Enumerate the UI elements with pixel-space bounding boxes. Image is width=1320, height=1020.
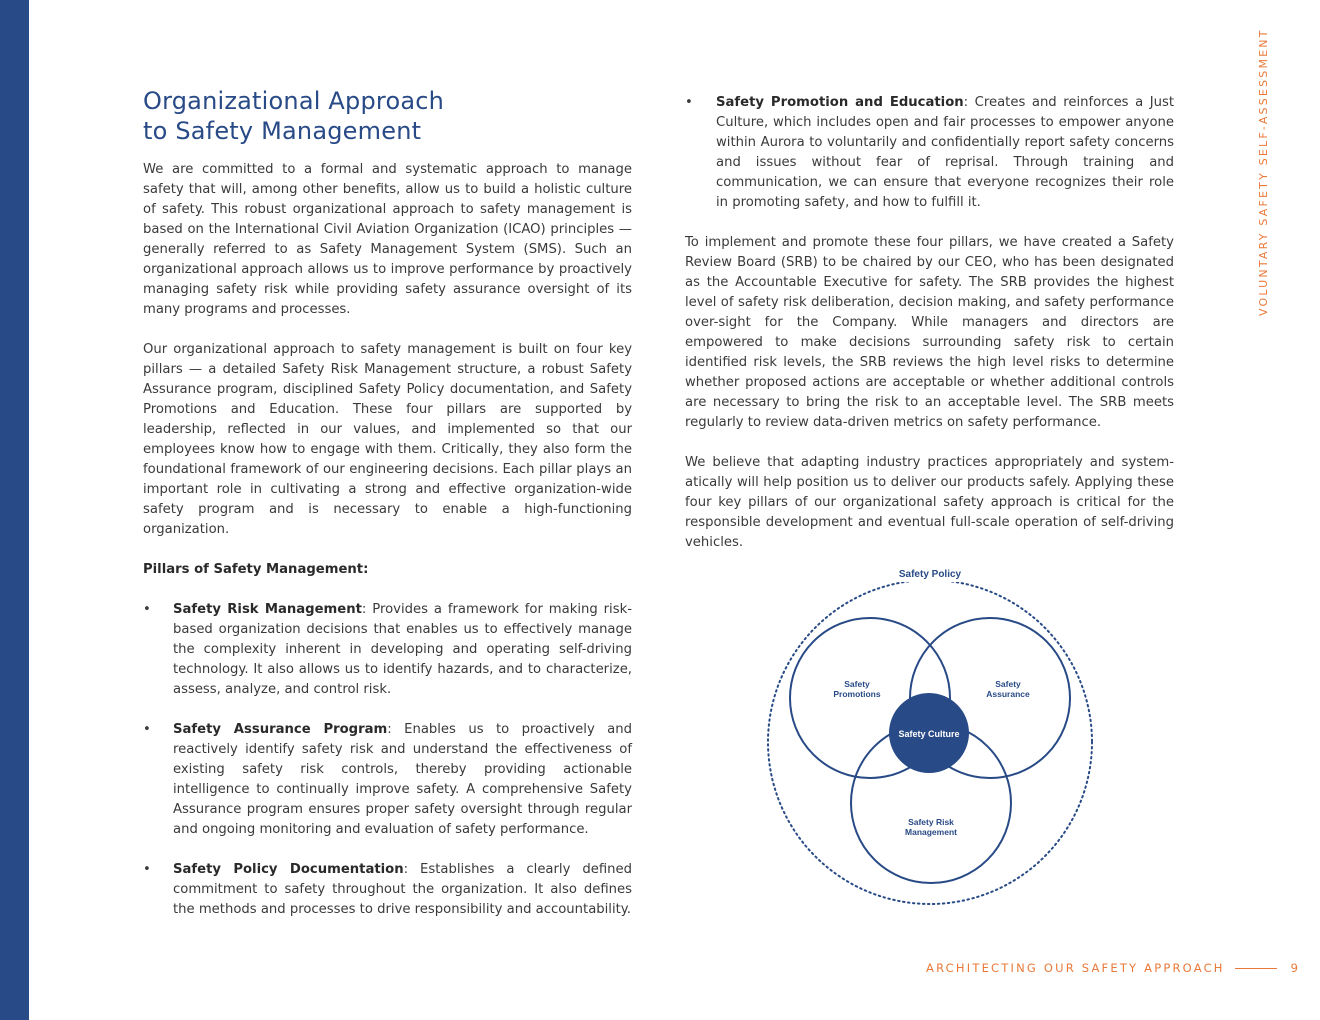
pillars-list	[143, 600, 632, 920]
pillar-description: : Provides a framework for making risk-based organization decisions that enables us to effectively manage the complexity inherent in developing and operating self-driving technology. It also allows us to identify hazards, and to characterize, assess, analyze, and control risk.	[173, 602, 632, 697]
title-line-1: Organizational Approach	[143, 87, 445, 115]
vertical-section-label: VOLUNTARY SAFETY SELF-ASSESSMENT	[1257, 28, 1270, 316]
pillar-description: : Establishes a clearly defined commitment to safety throughout the organization. It also defines the methods and processes to drive responsibility and accountability.	[173, 862, 632, 917]
pillars-list-continued	[685, 93, 1174, 213]
bullet: •	[143, 602, 151, 617]
intro-paragraph: We are committed to a formal and systematic approach to manage safety that will, among other benefits, allow us to build a holistic culture of safety. This robust organizational approach to safety management is based on the International Civil Aviation Organization (ICAO) principles — generally referred to as Safety Management System (SMS). Such an organizational approach allows us to improve performance by proactively managing safety risk while providing safety assurance oversight of its many programs and processes.	[143, 162, 632, 317]
pillar-item-risk-management	[143, 600, 632, 700]
page-number: 9	[1290, 961, 1301, 975]
page-title	[143, 86, 632, 146]
promotions-label-line-2: Promotions	[833, 689, 881, 699]
risk-label-line-2: Management	[905, 827, 957, 837]
safety-policy-label: Safety Policy	[898, 569, 962, 580]
safety-pillars-diagram	[760, 560, 1100, 905]
bullet: •	[143, 862, 151, 877]
title-line-2: to Safety Management	[143, 117, 422, 145]
pillars-paragraph: Our organizational approach to safety management is built on four key pillars — a detailed Safety Risk Management structure, a robust Safety Assurance program, disciplined Safety Policy documentation, and Safety Promotions and Education. These four pillars are supported by leadership, reflected in our values, and implemented so that our employees know how to engage with them. Critically, they also form the foundational framework of our engineering decisions. Each pillar plays an important role in cultivating a strong and effective organization-wide safety program and is necessary to enable a high-functioning organization.	[143, 342, 632, 537]
risk-label-line-1: Safety Risk	[908, 817, 954, 827]
footer-section-title: ARCHITECTING OUR SAFETY APPROACH	[926, 961, 1225, 975]
pillar-item-policy	[143, 860, 632, 920]
right-column	[685, 93, 1174, 573]
assurance-label-line-1: Safety	[995, 679, 1021, 689]
safety-culture-label: Safety Culture	[898, 729, 960, 739]
pillar-term: Safety Policy Documentation	[173, 862, 404, 877]
assurance-label-line-2: Assurance	[986, 689, 1030, 699]
promotions-label-line-1: Safety	[844, 679, 870, 689]
srb-paragraph: To implement and promote these four pillars, we have created a Safety Review Board (SRB) to be chaired by our CEO, who has been designated as the Accountable Executive for safety. The SRB provides the highest level of safety risk deliberation, decision making, and safety performance over-sight for the Company. While managers and directors are empowered to make decisions surrounding safety risk to certain identified risk levels, the SRB reviews the high level risks to determine whether proposed actions are acceptable or whether additional controls are necessary to bring the risk to an acceptable level. The SRB meets regularly to review data-driven metrics on safety performance.	[685, 235, 1174, 430]
pillars-heading: Pillars of Safety Management:	[143, 562, 369, 577]
left-column	[143, 86, 632, 940]
left-side-bar	[0, 0, 29, 1020]
pillar-description: : Enables us to proactively and reactively identify safety risk and understand the effectiveness of existing safety risk controls, thereby providing actionable intelligence to continually improve safety. A comprehensive Safety Assurance program ensures proper safety oversight through regular and ongoing monitoring and evaluation of safety performance.	[173, 722, 632, 837]
pillar-term: Safety Assurance Program	[173, 722, 388, 737]
footer-divider	[1235, 968, 1277, 969]
pillar-item-promotion	[685, 93, 1174, 213]
bullet: •	[685, 95, 693, 110]
pillar-term: Safety Promotion and Education	[716, 95, 964, 110]
page-footer	[926, 961, 1300, 975]
bullet: •	[143, 722, 151, 737]
pillar-item-assurance	[143, 720, 632, 840]
pillar-term: Safety Risk Management	[173, 602, 362, 617]
conclusion-paragraph: We believe that adapting industry practices appropriately and system-atically will help position us to deliver our products safely. Applying these four key pillars of our organizational safety approach is critical for the responsible development and eventual full-scale operation of self-driving vehicles.	[685, 455, 1174, 550]
pillar-description: : Creates and reinforces a Just Culture, which includes open and fair processes to empower anyone within Aurora to voluntarily and confidentially report safety concerns and issues without fear of reprisal. Through training and communication, we can ensure that everyone recognizes their role in promoting safety, and how to fulfill it.	[716, 95, 1175, 210]
